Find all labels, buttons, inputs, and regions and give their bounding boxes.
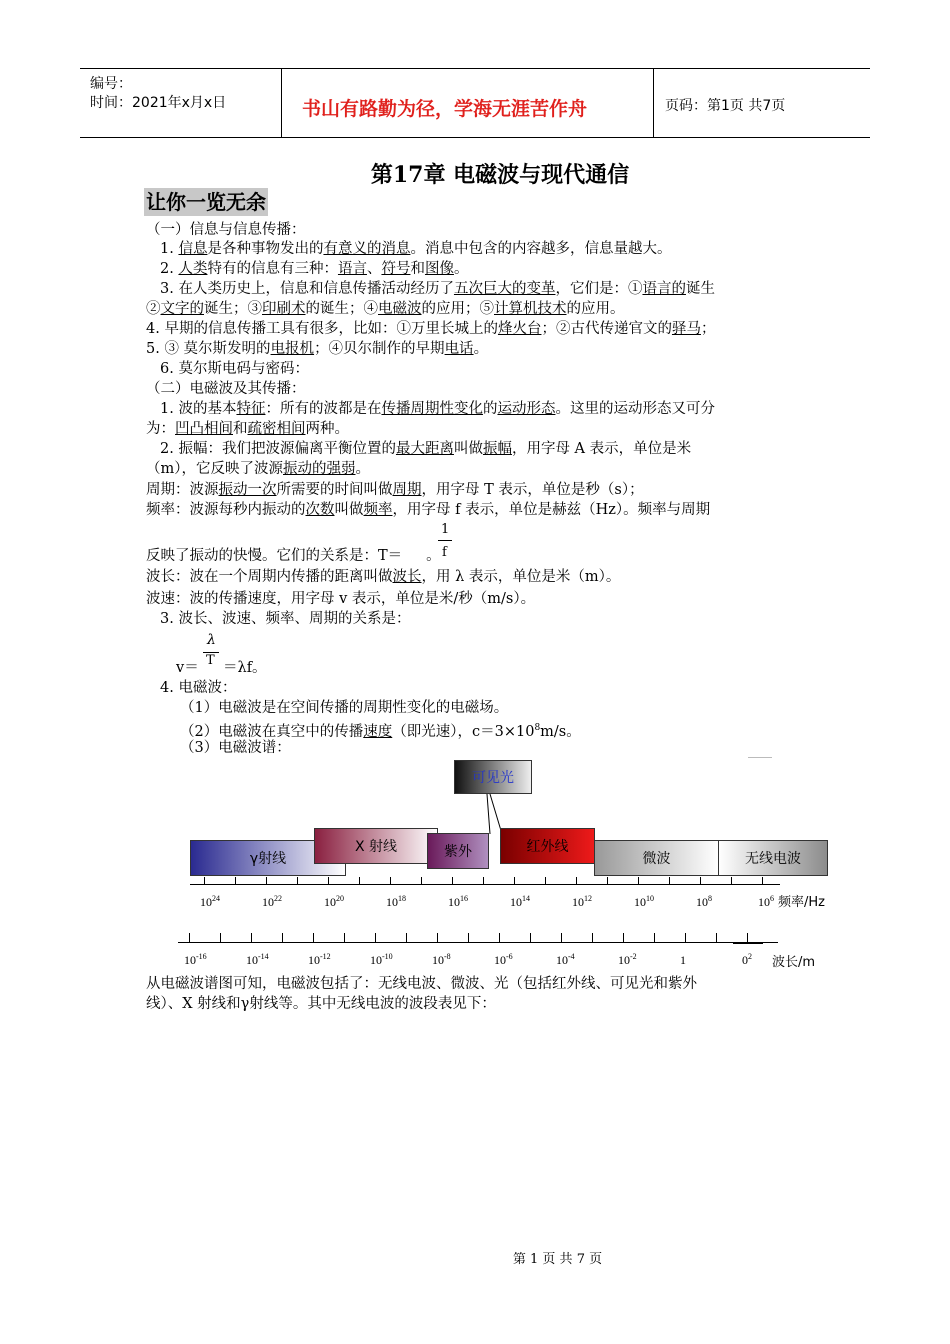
text: ，它们是：① xyxy=(555,281,643,297)
text: 的应用；⑤ xyxy=(421,301,494,317)
serial-label: 编号： xyxy=(90,76,132,92)
paragraph xyxy=(180,719,581,741)
axis-tick xyxy=(514,877,515,885)
tick-exponent: 16 xyxy=(460,894,468,903)
text: 诞生 xyxy=(685,281,715,297)
paragraph: 3. 波长、波速、频率、周期的关系是： xyxy=(160,611,411,627)
text: 和 xyxy=(410,261,425,277)
tick-base: 10 xyxy=(634,895,646,909)
tick-base: 10 xyxy=(308,953,320,967)
axis-tick xyxy=(638,877,639,885)
tick-exponent: 10 xyxy=(646,894,654,903)
underlined-text: 电磁波 xyxy=(378,301,422,317)
text: 1. xyxy=(160,241,179,257)
paragraph xyxy=(146,481,644,499)
paragraph xyxy=(146,501,710,519)
tick-exponent: -12 xyxy=(320,952,331,961)
text: 叫做 xyxy=(334,502,364,518)
header-divider xyxy=(653,69,654,137)
band-label: γ射线 xyxy=(249,851,287,867)
text: （即光速），c＝3×10 xyxy=(392,723,535,740)
underlined-text: 波长 xyxy=(392,569,422,585)
tick-exponent: 18 xyxy=(398,894,406,903)
underlined-text: 计算机技术 xyxy=(494,301,567,317)
underlined-text: 传播周期性变化 xyxy=(381,401,483,417)
axis-tick xyxy=(483,877,484,885)
wavelength-tick-label xyxy=(742,952,752,968)
tick-exponent: -10 xyxy=(382,952,393,961)
paragraph xyxy=(146,420,349,438)
frequency-tick-label xyxy=(572,894,592,910)
tick-base: 10 xyxy=(370,953,382,967)
text: 是各种事物发出的 xyxy=(207,241,324,257)
axis-tick xyxy=(607,877,608,885)
frequency-tick-label xyxy=(386,894,406,910)
paragraph xyxy=(160,240,671,258)
text: 周期：波源 xyxy=(146,482,219,498)
tick-base: 10 xyxy=(618,953,630,967)
connector-line xyxy=(487,794,490,834)
tick-base: 10 xyxy=(696,895,708,909)
page-footer: 第 1 页 共 7 页 xyxy=(512,1252,603,1267)
text: ：所有的波都是在 xyxy=(265,401,382,417)
text: 2. 振幅：我们把波源偏离平衡位置的 xyxy=(160,441,396,457)
page-header xyxy=(80,68,870,138)
frequency-tick-label xyxy=(634,894,654,910)
tick-base: 10 xyxy=(494,953,506,967)
underlined-text: 振幅 xyxy=(482,441,512,457)
xray-band xyxy=(314,828,438,864)
infrared-band xyxy=(500,828,595,864)
frequency-tick-label xyxy=(448,894,468,910)
tick-base: 10 xyxy=(432,953,444,967)
axis-tick xyxy=(189,933,190,942)
frequency-tick-label xyxy=(262,894,282,910)
text: 。 xyxy=(453,261,469,277)
paragraph: 6. 莫尔斯电码与密码： xyxy=(160,361,309,377)
axis-tick xyxy=(421,877,422,885)
axis-tick xyxy=(700,877,701,885)
tick-exponent: -16 xyxy=(196,952,207,961)
text: 2. xyxy=(160,261,179,277)
text: 。消息中包含的内容越多，信息量越大。 xyxy=(410,241,672,257)
paragraph xyxy=(160,400,715,418)
wavelength-tick-label xyxy=(308,952,331,968)
tick-exponent: 12 xyxy=(584,894,592,903)
underlined-text: 印刷术 xyxy=(262,301,306,317)
paragraph xyxy=(146,460,370,478)
underlined-text: 凹凸相间 xyxy=(175,421,233,437)
text: 的应用。 xyxy=(566,301,625,317)
axis-tick xyxy=(468,933,469,942)
underlined-text: 最大距离 xyxy=(395,441,454,457)
underlined-text: 符号 xyxy=(381,261,411,277)
tick-base: 10 xyxy=(510,895,522,909)
paragraph xyxy=(160,440,691,458)
tick-base: 10 xyxy=(246,953,258,967)
underlined-text: 振动的强弱 xyxy=(283,461,356,477)
underlined-text: 运动形态 xyxy=(497,401,556,417)
axis-tick xyxy=(297,877,298,885)
paragraph xyxy=(146,547,441,565)
text: 叫做 xyxy=(453,441,483,457)
text: 为： xyxy=(146,421,175,437)
text: m/s。 xyxy=(540,723,581,740)
text: 5. ③ 莫尔斯发明的 xyxy=(146,341,271,357)
page-number-label: 页码：第1页 共7页 xyxy=(665,98,786,114)
text: 。 xyxy=(473,341,489,357)
text: 1. 波的基本 xyxy=(160,401,237,417)
wavelength-tick-label xyxy=(432,952,451,968)
motto: 书山有路勤为径，学海无涯苦作舟 xyxy=(302,98,588,120)
wavelength-tick-label xyxy=(184,952,207,968)
fraction-bar xyxy=(438,540,452,541)
axis-tick xyxy=(716,933,717,942)
axis-tick xyxy=(251,933,252,942)
tick-base: 10 xyxy=(184,953,196,967)
paragraph xyxy=(160,260,468,278)
axis-tick xyxy=(406,933,407,942)
axis-tick xyxy=(530,933,531,942)
divider xyxy=(748,757,772,758)
paragraph xyxy=(146,320,715,338)
band-label: 红外线 xyxy=(526,839,569,855)
axis-tick xyxy=(731,877,732,885)
axis-tick xyxy=(344,933,345,942)
text: 3. 在人类历史上，信息和信息传播活动经历了 xyxy=(160,281,454,297)
tick-base: 10 xyxy=(448,895,460,909)
frequency-tick-label xyxy=(200,894,220,910)
fraction-denominator: T xyxy=(206,653,215,668)
paragraph: （3）电磁波谱： xyxy=(180,740,291,756)
paragraph xyxy=(146,568,620,586)
text: ，用字母 A 表示，单位是米 xyxy=(511,441,692,457)
text: 诞生；③ xyxy=(204,301,262,317)
wavelength-tick-label xyxy=(246,952,269,968)
axis-tick xyxy=(669,877,670,885)
paragraph: 4. 电磁波： xyxy=(160,680,237,696)
chapter-title: 第17章 电磁波与现代通信 xyxy=(370,162,630,188)
text: ② xyxy=(146,301,161,317)
header-divider xyxy=(281,69,282,137)
tick-exponent: -2 xyxy=(630,952,637,961)
text: 频率：波源每秒内振动的 xyxy=(146,502,306,518)
tick-base: 10 xyxy=(572,895,584,909)
fraction-numerator: λ xyxy=(207,632,216,648)
axis-tick xyxy=(654,933,655,942)
tick-base: 10 xyxy=(200,895,212,909)
text: （m），它反映了波源 xyxy=(146,461,283,477)
axis-tick xyxy=(375,933,376,942)
paragraph xyxy=(146,300,625,318)
tick-exponent: 20 xyxy=(336,894,344,903)
underlined-text: 信息 xyxy=(178,241,208,257)
underlined-text: 特征 xyxy=(236,401,266,417)
tick-base: 10 xyxy=(386,895,398,909)
tick-exponent: -14 xyxy=(258,952,269,961)
tick-base: 10 xyxy=(262,895,274,909)
text: ，用字母 T 表示，单位是秒（s）； xyxy=(421,482,644,498)
text: 波长：波在一个周期内传播的距离叫做 xyxy=(146,569,393,585)
tick-base: 1 xyxy=(680,953,686,967)
radio-band xyxy=(718,840,828,876)
tick-base: 10 xyxy=(324,895,336,909)
band-label: X 射线 xyxy=(354,839,398,855)
underlined-text: 语言 xyxy=(337,261,367,277)
date-label: 时间：2021年x月x日 xyxy=(90,95,227,111)
band-label: 微波 xyxy=(642,851,671,867)
subsection-heading: （二）电磁波及其传播： xyxy=(146,381,306,397)
axis-tick xyxy=(235,877,236,885)
tick-exponent: -4 xyxy=(568,952,575,961)
axis-tick xyxy=(282,933,283,942)
underlined-text: 驿马 xyxy=(671,321,701,337)
underlined-text: 人类 xyxy=(178,261,208,277)
text: ；②古代传递官文的 xyxy=(541,321,672,337)
paragraph xyxy=(160,280,715,298)
wavelength-tick-label xyxy=(556,952,575,968)
frequency-tick-label xyxy=(758,894,774,910)
axis-tick xyxy=(545,877,546,885)
tick-exponent: -6 xyxy=(506,952,513,961)
axis-tick xyxy=(313,933,314,942)
text: ，用字母 f 表示，单位是赫兹（Hz）。频率与周期 xyxy=(392,502,711,518)
frequency-tick-label xyxy=(696,894,712,910)
axis-tick xyxy=(328,877,329,885)
visible-light-band xyxy=(454,760,532,794)
underlined-text: 电话 xyxy=(444,341,474,357)
axis-tick xyxy=(561,933,562,942)
superscript: 8 xyxy=(534,723,541,733)
section-heading: 让你一览无余 xyxy=(146,190,266,214)
tick-exponent: 22 xyxy=(274,894,282,903)
underlined-text: 有意义的消息 xyxy=(323,241,411,257)
text: 4. 早期的信息传播工具有很多，比如：①万里长城上的 xyxy=(146,321,498,337)
band-label: 可见光 xyxy=(472,770,514,786)
equation-v-result: ＝λf。 xyxy=(223,660,267,676)
paragraph: 从电磁波谱图可知，电磁波包括了：无线电波、微波、光（包括红外线、可见光和紫外 xyxy=(146,976,697,992)
tick-exponent: -8 xyxy=(444,952,451,961)
axis-tick xyxy=(437,933,438,942)
underlined-text: 频率 xyxy=(363,502,393,518)
tick-exponent: 8 xyxy=(708,894,712,903)
axis-tick xyxy=(762,877,763,885)
wavelength-unit: 波长/m xyxy=(772,955,816,970)
text: 。这里的运动形态又可分 xyxy=(555,401,715,417)
text: 。 xyxy=(426,548,441,564)
underlined-text: 振动一次 xyxy=(218,482,277,498)
underlined-text: 周期 xyxy=(392,482,422,498)
band-label: 紫外 xyxy=(444,844,472,860)
axis-tick xyxy=(204,877,205,885)
paragraph: （1）电磁波是在空间传播的周期性变化的电磁场。 xyxy=(180,700,509,716)
wavelength-tick-label xyxy=(370,952,393,968)
frequency-tick-label xyxy=(324,894,344,910)
frequency-unit: 频率/Hz xyxy=(778,895,825,910)
equation-v: v＝ xyxy=(176,660,199,676)
tick-exponent: 6 xyxy=(770,894,774,903)
paragraph: 线）、X 射线和γ射线等。其中无线电波的波段表见下： xyxy=(146,996,496,1012)
axis-tick xyxy=(685,933,686,942)
underlined-text: 速度 xyxy=(363,723,393,740)
text: 反映了振动的快慢。它们的关系是：T＝ xyxy=(146,548,403,564)
axis-tick xyxy=(452,877,453,885)
band-label: 无线电波 xyxy=(745,851,801,867)
wavelength-tick-label xyxy=(618,952,637,968)
fraction-numerator: 1 xyxy=(441,522,450,537)
underlined-text: 疏密相间 xyxy=(247,421,306,437)
text: ；④贝尔制作的早期 xyxy=(314,341,445,357)
axis-tick xyxy=(747,933,748,942)
text: ； xyxy=(700,321,716,337)
underlined-text: 文字的 xyxy=(160,301,204,317)
text: 的 xyxy=(482,401,498,417)
frequency-tick-label xyxy=(510,894,530,910)
tick-exponent: 24 xyxy=(212,894,220,903)
tick-exponent: 2 xyxy=(748,952,752,961)
paragraph xyxy=(146,340,488,358)
wavelength-axis xyxy=(178,942,778,943)
text: 两种。 xyxy=(305,421,349,437)
microwave-band xyxy=(594,840,719,876)
fraction-denominator: f xyxy=(442,545,447,560)
text: 所需要的时间叫做 xyxy=(276,482,393,498)
underlined-text: 五次巨大的变革 xyxy=(453,281,556,297)
axis-tick xyxy=(623,933,624,942)
underlined-text: 烽火台 xyxy=(497,321,542,337)
axis-marker xyxy=(733,942,763,944)
axis-tick xyxy=(390,877,391,885)
text: 和 xyxy=(233,421,248,437)
paragraph: 波速：波的传播速度，用字母 v 表示，单位是米/秒（m/s）。 xyxy=(146,591,536,607)
text: 的诞生；④ xyxy=(305,301,378,317)
axis-tick xyxy=(266,877,267,885)
wavelength-tick-label xyxy=(680,952,686,968)
axis-tick xyxy=(499,933,500,942)
axis-tick xyxy=(220,933,221,942)
tick-base: 0 xyxy=(742,953,748,967)
underlined-text: 语言的 xyxy=(642,281,686,297)
text: 、 xyxy=(366,261,382,277)
text: （2）电磁波在真空中的传播 xyxy=(180,723,364,740)
tick-base: 10 xyxy=(758,895,770,909)
axis-tick xyxy=(592,933,593,942)
underlined-text: 电报机 xyxy=(270,341,315,357)
text: 特有的信息有三种： xyxy=(207,261,338,277)
underlined-text: 次数 xyxy=(305,502,335,518)
axis-tick xyxy=(576,877,577,885)
tick-base: 10 xyxy=(556,953,568,967)
text: 。 xyxy=(355,461,370,477)
underlined-text: 图像 xyxy=(424,261,454,277)
text: ，用 λ 表示，单位是米（m）。 xyxy=(421,569,621,585)
axis-tick xyxy=(359,877,360,885)
subsection-heading: （一）信息与信息传播： xyxy=(146,222,306,238)
tick-exponent: 14 xyxy=(522,894,530,903)
wavelength-tick-label xyxy=(494,952,513,968)
frequency-axis xyxy=(190,884,780,885)
